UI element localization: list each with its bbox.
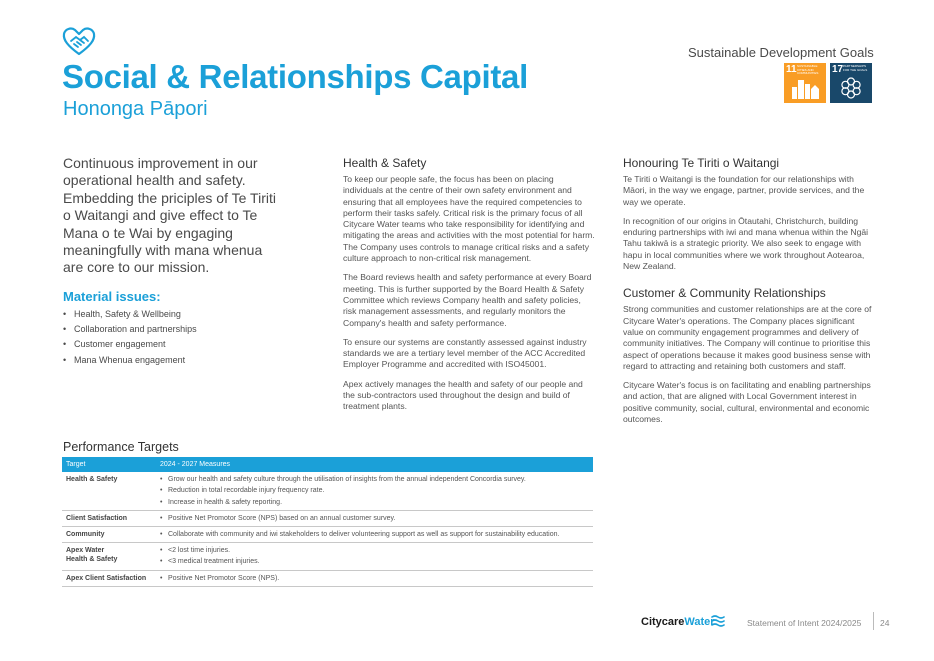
- target-line: Apex Water: [66, 547, 105, 555]
- brand-secondary: Water: [684, 616, 715, 628]
- measures-cell: [156, 570, 593, 586]
- list-item: • Collaboration and partnerships: [63, 322, 197, 337]
- target-cell: [62, 543, 156, 570]
- measure-item: • Collaborate with community and iwi stakeholders to deliver volunteering support as well as support for sustainability education.: [160, 530, 589, 539]
- section-heading: Customer & Community Relationships: [623, 286, 826, 301]
- section-heading: Honouring Te Tiriti o Waitangi: [623, 156, 780, 170]
- material-issues-list: [63, 307, 197, 368]
- page-number: 24: [880, 618, 890, 628]
- target-cell: Community: [62, 527, 156, 543]
- health-safety-section: [343, 156, 595, 421]
- measures-cell: [156, 543, 593, 570]
- sdg-tile-11: [784, 63, 826, 103]
- measure-item: • Positive Net Promotor Score (NPS) based on an annual customer survey.: [160, 514, 589, 523]
- intro-statement: Continuous improvement in our operational health and safety. Embedding the priciples of Te Tiriti o Waitangi and give effect to Te Mana o te Wai by engaging meaningfully with mana whenua are core to our mission.: [63, 155, 276, 276]
- paragraph: To ensure our systems are constantly assessed against industry standards we are a tertiary level member of the ACC Accredited Employer Programme and accredited with ISO45001.: [343, 336, 587, 370]
- table-row: [62, 570, 593, 586]
- right-column: [623, 156, 873, 433]
- page-title: Social & Relationships Capital: [62, 58, 528, 95]
- table-row: [62, 527, 593, 543]
- measure-item: • Positive Net Promotor Score (NPS).: [160, 574, 589, 583]
- sdg-text: PARTNERSHIPS FOR THE GOALS: [843, 64, 868, 72]
- paragraph: Strong communities and customer relationships are at the core of Citycare Water's operations. The Company places significant value on community engagement programmes and delivery of community initiatives. The Company will continue to prioritise this aspect of operations because it makes good business sense with regard to attracting and retaining both customers and staff.: [623, 304, 872, 371]
- material-issues-heading: Material issues:: [63, 289, 161, 304]
- paragraph: In recognition of our origins in Ōtautahi, Christchurch, building enduring partnerships with iwi and mana whenua within the Ngāi Tahu takiwā is a strategic priority. We also seek to engage with hapu in local communities where we work throughout Aotearoa, New Zealand.: [623, 215, 869, 272]
- measure-item: • Grow our health and safety culture through the utilisation of insights from the annual independent Concordia survey.: [160, 475, 589, 484]
- measure-item: • <3 medical treatment injuries.: [160, 557, 589, 566]
- target-cell: Client Satisfaction: [62, 510, 156, 526]
- column-header: 2024 - 2027 Measures: [156, 457, 593, 472]
- paragraph: Te Tiriti o Waitangi is the foundation for our relationships with Māori, in the way we engage, partner, provide services, and the way we operate.: [623, 174, 865, 207]
- column-header: Target: [62, 457, 156, 472]
- sdg-tile-17: [830, 63, 872, 103]
- measures-cell: [156, 472, 593, 510]
- section-heading: Health & Safety: [343, 156, 427, 170]
- table-header-row: [62, 457, 593, 472]
- target-cell: Apex Client Satisfaction: [62, 570, 156, 586]
- paragraph: Apex actively manages the health and safety of our people and the sub-contractors used throughout the design and build of treatment plants.: [343, 378, 583, 412]
- table-row: [62, 472, 593, 510]
- water-waves-icon: [711, 614, 725, 628]
- measures-cell: [156, 510, 593, 526]
- measure-item: • Reduction in total recordable injury frequency rate.: [160, 486, 589, 495]
- target-cell: Health & Safety: [62, 472, 156, 510]
- sdg-label: Sustainable Development Goals: [688, 45, 874, 60]
- performance-table: [62, 457, 593, 587]
- measures-cell: [156, 527, 593, 543]
- sdg-number: 11: [786, 64, 797, 75]
- brand-logo: [641, 616, 715, 628]
- city-buildings-icon: [784, 63, 826, 103]
- sdg-number: 17: [832, 64, 844, 75]
- brand-primary: Citycare: [641, 616, 685, 628]
- paragraph: The Board reviews health and safety performance at every Board meeting. This is further supported by the Board Health & Safety Committee which reviews Company health and safety policies, risk management assessments, and regularly monitors the Company's health and safety performance.: [343, 272, 592, 328]
- measure-item: • Increase in health & safety reporting.: [160, 498, 589, 507]
- footer-document-title: Statement of Intent 2024/2025: [747, 618, 862, 628]
- measure-item: • <2 lost time injuries.: [160, 546, 589, 555]
- performance-targets-title: Performance Targets: [63, 440, 179, 454]
- list-item: • Customer engagement: [63, 337, 197, 352]
- footer-divider: [873, 612, 874, 630]
- sdg-text: SUSTAINABLE CITIES AND COMMUNITIES: [797, 64, 819, 75]
- flower-rings-icon: [830, 63, 872, 103]
- table-row: [62, 543, 593, 570]
- paragraph: To keep our people safe, the focus has been on placing individuals at the centre of their own safety environment and ensuring that all employees have the required competencies to perform their tasks safely. Critical risk is the primary focus of all Citycare Water teams who take responsibility for identifying and mitigating the areas and activities with the most potential for harm. The Company uses controls to manage critical risks and a safety culture approach to non-critical risk management.: [343, 174, 595, 264]
- paragraph: Citycare Water's focus is on facilitating and enabling partnerships and action, that are aligned with Local Government interest in positive community, social, cultural, environmental and economic outcomes.: [623, 380, 871, 425]
- list-item: • Mana Whenua engagement: [63, 353, 197, 368]
- table-row: [62, 510, 593, 526]
- target-line: Health & Safety: [66, 556, 118, 564]
- handshake-heart-icon: [62, 26, 96, 56]
- list-item: • Health, Safety & Wellbeing: [63, 307, 197, 322]
- page-subtitle: Hononga Pāpori: [63, 98, 208, 120]
